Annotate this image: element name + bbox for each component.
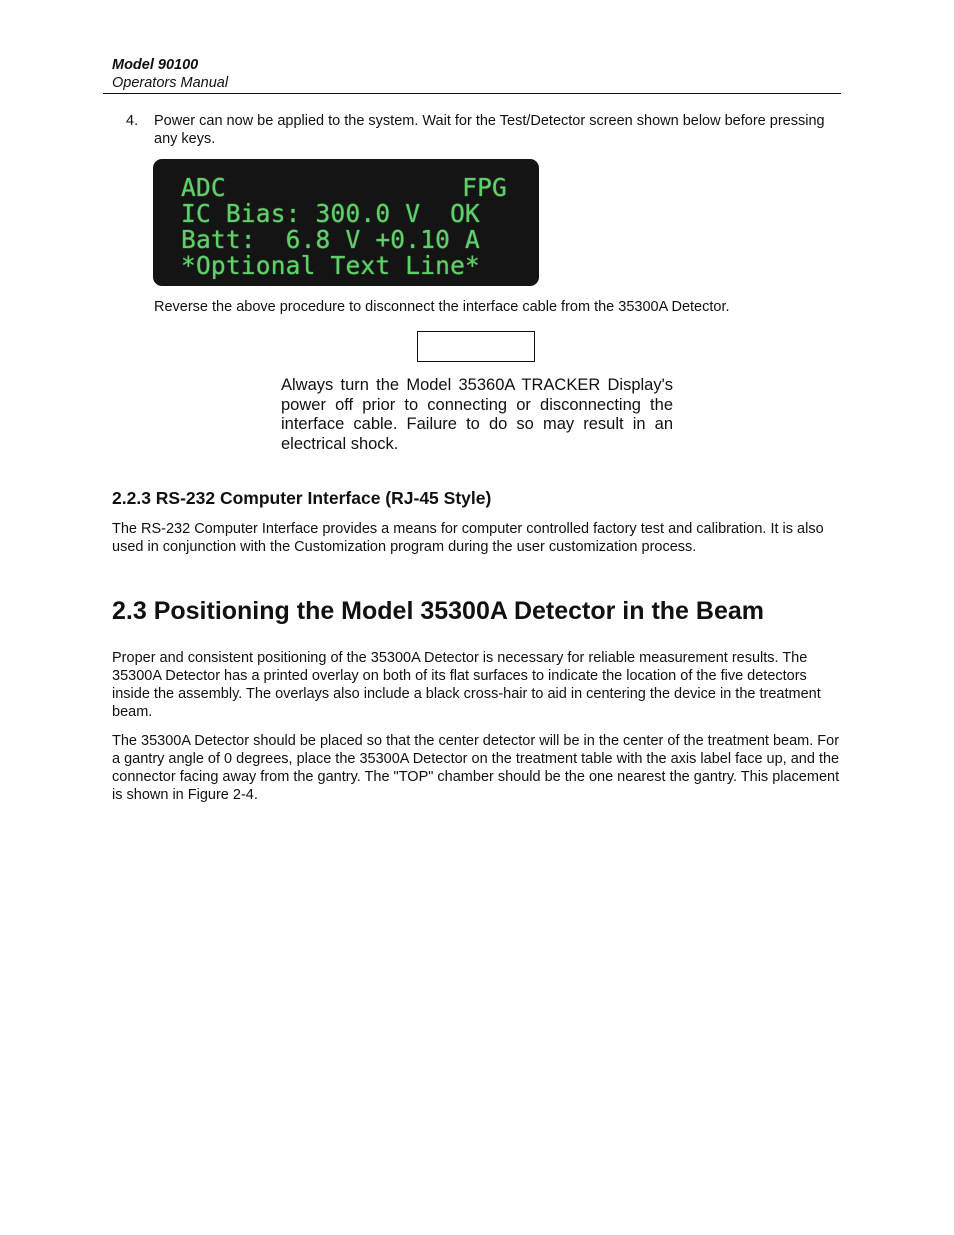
lcd-adc-label: ADC	[181, 173, 226, 202]
warning-text: Always turn the Model 35360A TRACKER Display's power off prior to connecting or disconnecting the interface cable. Failure to do so may result in an electrical shock.	[281, 376, 673, 454]
lcd-line-3: Batt: 6.8 V +0.10 A	[181, 225, 481, 254]
step-number: 4.	[126, 113, 139, 129]
reverse-procedure-text: Reverse the above procedure to disconnect the interface cable from the 35300A Detector.	[154, 299, 730, 315]
lcd-fpg-label: FPG	[462, 173, 507, 202]
section-2-3-paragraph-1: Proper and consistent positioning of the 35300A Detector is necessary for reliable measurement results. The 35300A Detector has a printed overlay on both of its flat surfaces to indicate the location of the five detectors inside the assembly. The overlays also include a black cross-hair to aid in centering the device in the treatment beam.	[112, 650, 821, 720]
section-2-2-3-paragraph: The RS-232 Computer Interface provides a means for computer controlled factory test and calibration. It is also used in conjunction with the Customization program during the user customization process.	[112, 521, 824, 555]
lcd-line-1	[181, 175, 507, 201]
header-divider	[103, 93, 841, 94]
step-4	[126, 112, 826, 148]
lcd-line-2: IC Bias: 300.0 V OK	[181, 199, 481, 228]
lcd-line-4: *Optional Text Line*	[181, 251, 481, 280]
section-2-2-3-heading: 2.2.3 RS-232 Computer Interface (RJ-45 Style)	[112, 488, 492, 508]
lcd-display	[153, 159, 539, 286]
section-2-3-heading: 2.3 Positioning the Model 35300A Detector in the Beam	[112, 597, 765, 625]
step-text: Power can now be applied to the system. Wait for the Test/Detector screen shown below before pressing any keys.	[154, 113, 825, 147]
warning-label-box	[417, 331, 535, 362]
manual-subtitle: Operators Manual	[112, 75, 229, 91]
manual-model-title: Model 90100	[112, 57, 199, 73]
section-2-3-paragraph-2: The 35300A Detector should be placed so that the center detector will be in the center of the treatment beam. For a gantry angle of 0 degrees, place the 35300A Detector on the treatment table with the axis label face up, and the connector facing away from the gantry. The "TOP" chamber should be the one nearest the gantry. This placement is shown in Figure 2-4.	[112, 733, 840, 803]
